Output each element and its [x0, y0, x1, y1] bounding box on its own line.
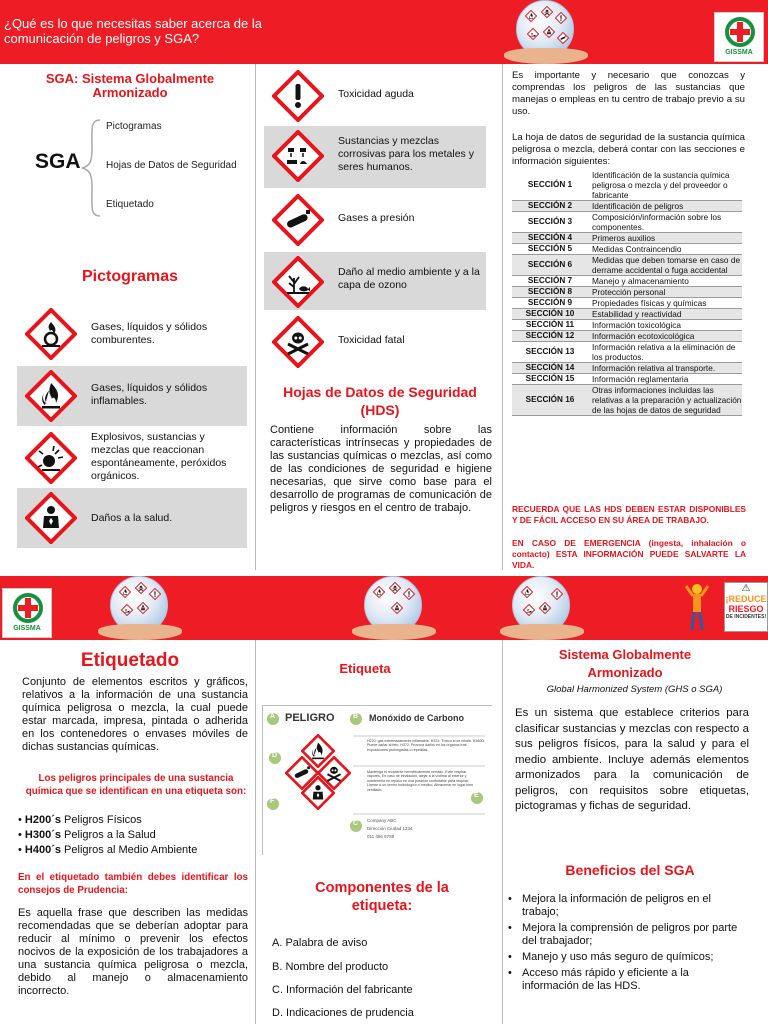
corrosion-icon	[272, 130, 324, 182]
sga-item: Pictogramas	[106, 121, 162, 132]
section-description: Composición/información sobre los componentes.	[588, 212, 742, 233]
section-description: Información relativa al transporte.	[588, 363, 742, 374]
sga-label: SGA	[35, 150, 81, 173]
section-number: SECCIÓN 11	[512, 320, 588, 331]
section-number: SECCIÓN 15	[512, 374, 588, 385]
gas-cylinder-icon	[272, 194, 324, 246]
hds-section-row	[512, 170, 742, 201]
hds-title: Hojas de Datos de Seguridad (HDS)	[283, 384, 477, 418]
reminder-note: RECUERDA QUE LAS HDS DEBEN ESTAR DISPONIBLES Y DE FÁCIL ACCESO EN SU ÁREA DE TRABAJO.	[512, 504, 746, 525]
product-name: Monóxido de Carbono	[369, 713, 464, 723]
component-item: D. Indicaciones de prudencia	[272, 1007, 414, 1019]
section-description: Información relativa a la eliminación de los productos.	[588, 342, 742, 363]
etiquetado-description: Conjunto de elementos escritos y gráficos, relativos a la información de una sustancia química peligrosa o mezcla, la cual puede estar marcada, impresa, pintada o adherida en los contenedores o envases móviles de dichas sustancias químicas.	[22, 676, 248, 753]
hazard-item: • H300´s Peligros a la Salud	[18, 829, 156, 841]
company-phone: 011 456 6789	[367, 834, 395, 839]
hds-section-row	[512, 212, 742, 233]
marker-f: F	[270, 798, 275, 805]
column-divider	[255, 640, 256, 1024]
company-address: Dirección Ciudad 1234	[367, 826, 413, 831]
pictogram-label: Explosivos, sustancias y mezclas que reaccionan espontáneamente, peróxidos orgánicos.	[91, 431, 227, 482]
marker-b: B	[353, 713, 359, 720]
warning-triangle-icon: ⚠	[741, 583, 751, 594]
intro-text: Es importante y necesario que conozcas y comprendas los peligros de las sustancias que manejas o empleas en tu centro de trabajo previo a su uso.	[512, 70, 745, 117]
exploding-bomb-icon	[25, 432, 77, 484]
hds-section-row	[512, 342, 742, 363]
section-number: SECCIÓN 14	[512, 363, 588, 374]
flame-icon	[25, 370, 77, 422]
pictogram-label: Toxicidad aguda	[338, 88, 414, 100]
emergency-note: EN CASO DE EMERGENCIA (ingesta, inhalación o contacto) ESTA INFORMACIÓN PUEDE SALVARTE LA VIDA.	[512, 538, 746, 570]
etiquetado-title: Etiquetado	[80, 650, 180, 671]
pictogramas-title: Pictogramas	[81, 268, 179, 285]
sga-panel-title: Sistema Globalmente Armonizado	[558, 647, 692, 680]
component-item: B. Nombre del producto	[272, 961, 389, 973]
hds-section-row	[512, 255, 742, 276]
column-divider	[255, 64, 256, 570]
hazard-item: • H400´s Peligros al Medio Ambiente	[18, 844, 198, 856]
header-title: ¿Qué es lo que necesitas saber acerca de la comunicación de peligros y SGA?	[4, 16, 262, 46]
flame-over-circle-icon	[25, 308, 77, 360]
ghs-subtitle: Global Harmonized System (GHS o SGA)	[546, 684, 723, 695]
globe-hand-illustration	[500, 576, 584, 644]
section-description: Medidas Contraincendio	[588, 244, 742, 255]
hds-section-row	[512, 233, 742, 244]
pictogram-row	[264, 312, 486, 370]
globe-hand-illustration	[98, 576, 182, 644]
section-number: SECCIÓN 10	[512, 309, 588, 320]
section-description: Medidas que deben tomarse en caso de derrame accidental o fuga accidental	[588, 255, 742, 276]
components-title: Componentes de la etiqueta:	[315, 880, 449, 914]
sga-description: Es un sistema que establece criterios para clasificar sustancias y mezclas con respecto a sus peligros físicos, para la salud y para el medio ambiente. Incluye además elementos armonizados para la comunicación de peligros, con requisitos sobre etiquetas, pictogramas y fichas de seguridad.	[515, 707, 749, 812]
pictogram-row	[17, 366, 247, 426]
pictogram-row	[17, 428, 247, 488]
section-description: Otras informaciones incluidas las relativas a la preparación y actualización de las hojas de datos de seguridad	[588, 385, 742, 416]
hds-section-row	[512, 374, 742, 385]
section-number: SECCIÓN 1	[512, 170, 588, 201]
benefit-item: • Manejo y uso más seguro de químicos;	[508, 951, 714, 963]
hds-section-row	[512, 287, 742, 298]
hds-section-row	[512, 385, 742, 416]
environment-icon	[272, 256, 324, 308]
sga-item: Hojas de Datos de Seguridad	[106, 160, 237, 171]
section-description: Protección personal	[588, 287, 742, 298]
section-description: Identificación de la sustancia química peligrosa o mezcla y del proveedor o fabricante	[588, 170, 742, 201]
intro-text-2: La hoja de datos de seguridad de la sustancia química peligrosa o mezcla, deberá contar con las secciones e información siguientes:	[512, 132, 745, 167]
pictogram-label: Daño al medio ambiente y a la capa de ozono	[338, 266, 480, 291]
pictogram-label: Gases, líquidos y sólidos comburentes.	[91, 321, 208, 346]
hds-section-row	[512, 244, 742, 255]
benefits-list	[508, 893, 748, 993]
hds-section-row	[512, 363, 742, 374]
etiqueta-title: Etiqueta	[339, 661, 391, 676]
prudence-description: Es aquella frase que describen las medidas recomendadas que se deberían adoptar para reducir al mínimo o prevenir los efectos nocivos de la exposición de los trabajadores a una sustancia química peligrosa o mezcla, debido al manejo o almacenamiento incorrecto.	[18, 907, 248, 997]
sga-title: SGA: Sistema Globalmente Armonizado	[45, 71, 215, 100]
section-description: Información ecotoxicológica	[588, 331, 742, 342]
column-divider	[502, 64, 503, 570]
sample-label-card	[262, 705, 492, 855]
pictogram-label: Gases a presión	[338, 212, 415, 224]
hds-section-row	[512, 331, 742, 342]
benefits-title: Beneficios del SGA	[565, 862, 695, 878]
section-description: Manejo y almacenamiento	[588, 276, 742, 287]
hds-section-row	[512, 276, 742, 287]
hds-section-row	[512, 309, 742, 320]
component-item: A. Palabra de aviso	[272, 937, 368, 949]
sga-item: Etiquetado	[106, 199, 154, 210]
section-description: Identificación de peligros	[588, 201, 742, 212]
marker-c: C	[353, 820, 359, 827]
hds-description: Contiene información sobre las características intrínsecas y propiedades de las sustancias químicas o mezclas, así como de las condiciones de seguridad e higiene necesarias, que sirve como base para el desarrollo de programas de comunicación de peligros y riesgos en el centro de trabajo.	[270, 424, 492, 514]
section-number: SECCIÓN 6	[512, 255, 588, 276]
brace-icon	[80, 118, 102, 218]
section-number: SECCIÓN 3	[512, 212, 588, 233]
globe-hand-illustration	[352, 576, 436, 644]
pictogram-label: Sustancias y mezclas corrosivas para los metales y seres humanos.	[338, 135, 474, 173]
section-number: SECCIÓN 8	[512, 287, 588, 298]
pictogram-label: Gases, líquidos y sólidos inflamables.	[91, 382, 208, 407]
hds-sections-table	[512, 170, 742, 416]
hds-section-row	[512, 201, 742, 212]
section-description: Primeros auxilios	[588, 233, 742, 244]
section-description: Estabilidad y reactividad	[588, 309, 742, 320]
column-divider	[502, 640, 503, 1024]
marker-e: E	[474, 792, 479, 799]
section-description: Información toxicológica	[588, 320, 742, 331]
benefit-item: • Mejora la comprensión de peligros por parte del trabajador;	[508, 922, 738, 947]
benefit-item: • Acceso más rápido y eficiente a la información de las HDS.	[508, 967, 689, 992]
company-name: Company ABC	[367, 818, 397, 823]
hds-section-row	[512, 320, 742, 331]
hazards-subtitle: Los peligros principales de una sustancia química que se identifican en una etiqueta son:	[25, 773, 247, 797]
section-number: SECCIÓN 13	[512, 342, 588, 363]
pictogram-label: Daños a la salud.	[91, 512, 173, 524]
reduce-risk-sign: ⚠ ¡REDUCE RIESGO DE INCIDENTES!	[684, 580, 768, 636]
gissma-logo: GISSMA	[2, 588, 52, 638]
prudence-subtitle: En el etiquetado también debes identificar los consejos de Prudencia:	[18, 872, 248, 896]
health-hazard-icon	[25, 492, 77, 544]
section-number: SECCIÓN 5	[512, 244, 588, 255]
marker-d: D	[272, 752, 278, 759]
prudence-statements: Mantenga el recipiente herméticamente cerrado. Evite respirar vapores. En caso de inhalación, alejar a la víctima al exterior y mantenerla en reposo en una posición confortable para respirar. Llamar a un centro toxicológico o médico. Almacenar en lugar bien ventilado.	[367, 770, 474, 792]
pictogram-row	[264, 190, 486, 250]
section-number: SECCIÓN 7	[512, 276, 588, 287]
section-number: SECCIÓN 12	[512, 331, 588, 342]
section-description: Propiedades físicas y químicas	[588, 298, 742, 309]
hazard-statements: H220: gas extremadamente inflamable. H331: Tóxico si se inhala. H360D: Puede dañar al feto. H372: Provoca daños en los órganos tras exposiciones prolongadas o repetidas.	[367, 739, 485, 752]
pictogram-row	[17, 304, 247, 364]
hazard-item: • H200´s Peligros Físicos	[18, 814, 142, 826]
section-description: Información reglamentaria	[588, 374, 742, 385]
worker-figure-icon	[684, 582, 710, 632]
pictogram-label: Toxicidad fatal	[338, 334, 405, 346]
section-number: SECCIÓN 16	[512, 385, 588, 416]
marker-a: A	[270, 713, 276, 720]
benefit-item: • Mejora la información de peligros en el trabajo;	[508, 893, 711, 918]
section-number: SECCIÓN 9	[512, 298, 588, 309]
pictogram-row	[264, 66, 486, 126]
section-number: SECCIÓN 2	[512, 201, 588, 212]
signal-word: PELIGRO	[285, 712, 335, 724]
gissma-logo: GISSMA	[714, 12, 764, 62]
component-item: C. Información del fabricante	[272, 984, 413, 996]
pictogram-row	[264, 252, 486, 310]
section-number: SECCIÓN 4	[512, 233, 588, 244]
pictogram-row	[17, 488, 247, 548]
skull-crossbones-icon	[272, 316, 324, 368]
hds-section-row	[512, 298, 742, 309]
pictogram-row	[264, 126, 486, 188]
globe-hand-illustration	[504, 0, 588, 68]
exclamation-icon	[272, 70, 324, 122]
